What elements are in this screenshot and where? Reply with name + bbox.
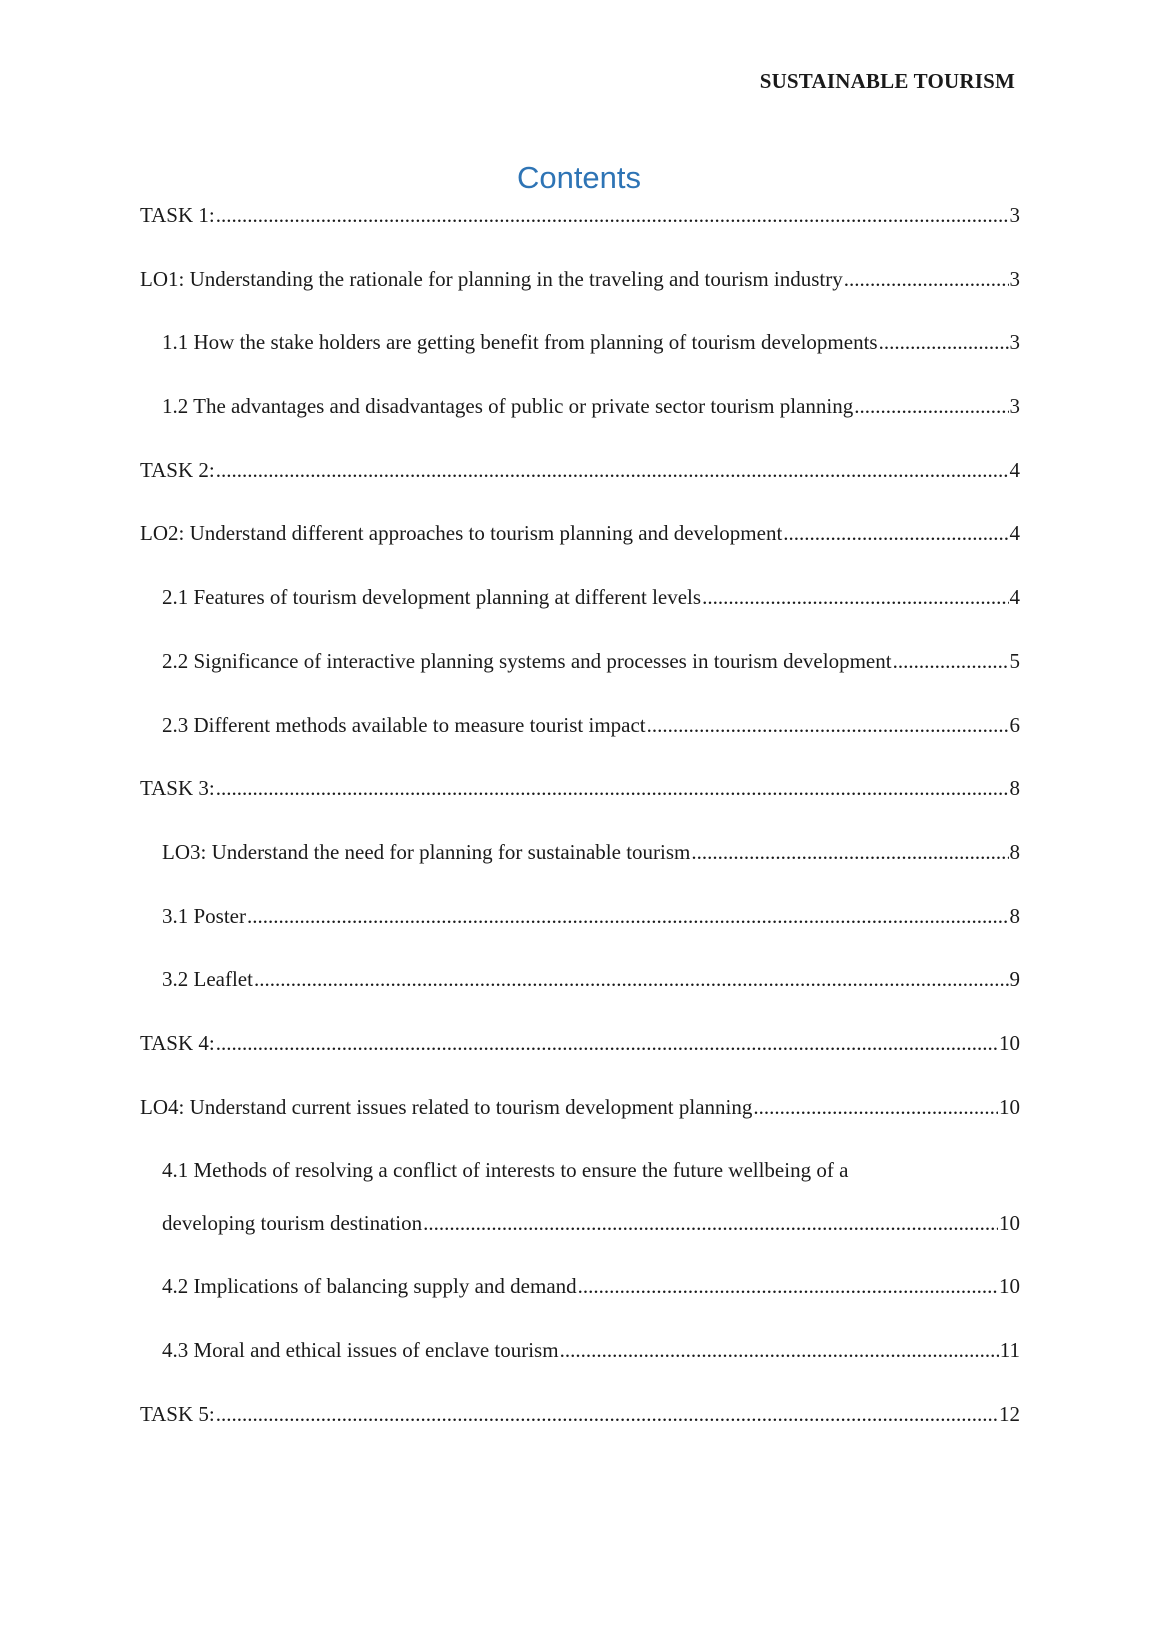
toc-entry-page: 3 [1009, 330, 1020, 355]
toc-entry-1-1[interactable] [140, 329, 1020, 393]
toc-entry-title: TASK 5: [140, 1401, 215, 1426]
toc-entry-title: 1.2 The advantages and disadvantages of public or private sector tourism planning [162, 394, 854, 419]
toc-entry-3-1[interactable] [140, 903, 1020, 967]
toc-entry-title: TASK 2: [140, 457, 215, 482]
dot-leader [893, 648, 1009, 674]
dot-leader [216, 202, 1009, 228]
dot-leader [783, 520, 1008, 546]
dot-leader [647, 712, 1009, 738]
dot-leader [216, 1401, 998, 1427]
toc-entry-task-2[interactable] [140, 457, 1020, 521]
toc-entry-page: 3 [1009, 266, 1020, 291]
toc-entry-title: 4.3 Moral and ethical issues of enclave tourism [162, 1338, 559, 1362]
toc-entry-title: TASK 3: [140, 776, 215, 801]
toc-entry-lo4[interactable] [140, 1094, 1020, 1158]
dot-leader [753, 1094, 998, 1120]
dot-leader [254, 966, 1009, 992]
toc-entry-page: 10 [999, 1094, 1020, 1119]
toc-entry-title: TASK 1: [140, 203, 215, 227]
toc-entry-title: 3.1 Poster [162, 903, 246, 928]
toc-entry-page: 10 [999, 1274, 1020, 1299]
toc-entry-page: 8 [1009, 776, 1020, 801]
toc-entry-task-3[interactable] [140, 775, 1020, 839]
toc-entry-4-2[interactable] [140, 1273, 1020, 1337]
toc-entry-title: 2.2 Significance of interactive planning systems and processes in tourism development [162, 648, 892, 673]
dot-leader [216, 775, 1009, 801]
toc-entry-title: TASK 4: [140, 1030, 215, 1055]
toc-entry-1-2[interactable] [140, 393, 1020, 457]
toc-entry-title: LO3: Understand the need for planning for sustainable tourism [162, 839, 691, 864]
toc-entry-lo2[interactable] [140, 520, 1020, 584]
dot-leader [854, 393, 1008, 419]
toc-entry-page: 10 [999, 1211, 1020, 1236]
toc-entry-title-line1: 4.1 Methods of resolving a conflict of interests to ensure the future wellbeing of a [162, 1158, 849, 1183]
toc-entry-page: 5 [1009, 648, 1020, 673]
toc-entry-2-2[interactable] [140, 648, 1020, 712]
toc-entry-page: 10 [999, 1030, 1020, 1055]
toc-entry-title: LO1: Understanding the rationale for planning in the traveling and tourism industry [140, 266, 843, 291]
dot-leader [879, 329, 1009, 355]
dot-leader [844, 266, 1009, 292]
dot-leader [247, 903, 1009, 929]
toc-entry-page: 11 [999, 1338, 1020, 1362]
toc-entry-page: 4 [1009, 585, 1020, 610]
toc-entry-page: 3 [1009, 203, 1020, 227]
toc-entry-page: 12 [999, 1401, 1020, 1426]
toc-entry-title: developing tourism destination [162, 1211, 423, 1236]
toc-entry-task-4[interactable] [140, 1030, 1020, 1094]
toc-entry-title: 3.2 Leaflet [162, 967, 253, 992]
toc-entry-3-2[interactable] [140, 966, 1020, 1030]
toc-entry-page: 9 [1009, 967, 1020, 992]
toc-entry-title: 2.3 Different methods available to measure tourist impact [162, 712, 646, 737]
dot-leader [691, 839, 1008, 865]
toc-entry-lo1[interactable] [140, 266, 1020, 330]
dot-leader [216, 1030, 998, 1056]
table-of-contents [140, 202, 1020, 1464]
toc-entry-page: 8 [1009, 839, 1020, 864]
toc-entry-title: 4.2 Implications of balancing supply and demand [162, 1274, 577, 1299]
dot-leader [578, 1273, 998, 1299]
toc-entry-page: 6 [1009, 712, 1020, 737]
toc-entry-4-1[interactable] [140, 1157, 1020, 1273]
toc-entry-page: 4 [1009, 521, 1020, 546]
toc-entry-title: LO2: Understand different approaches to tourism planning and development [140, 521, 783, 546]
toc-entry-4-3[interactable] [140, 1337, 1020, 1401]
toc-entry-task-1[interactable] [140, 202, 1020, 266]
toc-entry-2-1[interactable] [140, 584, 1020, 648]
running-header: SUSTAINABLE TOURISM [759, 69, 1015, 93]
toc-entry-title: 2.1 Features of tourism development planning at different levels [162, 585, 702, 610]
dot-leader [560, 1337, 999, 1363]
dot-leader [423, 1210, 998, 1236]
toc-entry-task-5[interactable] [140, 1401, 1020, 1465]
toc-heading: Contents [516, 160, 642, 195]
dot-leader [702, 584, 1008, 610]
toc-entry-2-3[interactable] [140, 712, 1020, 776]
toc-entry-title: LO4: Understand current issues related to tourism development planning [140, 1094, 753, 1119]
toc-entry-page: 4 [1009, 457, 1020, 482]
toc-entry-page: 8 [1009, 903, 1020, 928]
toc-entry-lo3[interactable] [140, 839, 1020, 903]
toc-entry-title: 1.1 How the stake holders are getting benefit from planning of tourism developments [162, 330, 878, 355]
toc-entry-page: 3 [1009, 394, 1020, 419]
dot-leader [216, 457, 1009, 483]
